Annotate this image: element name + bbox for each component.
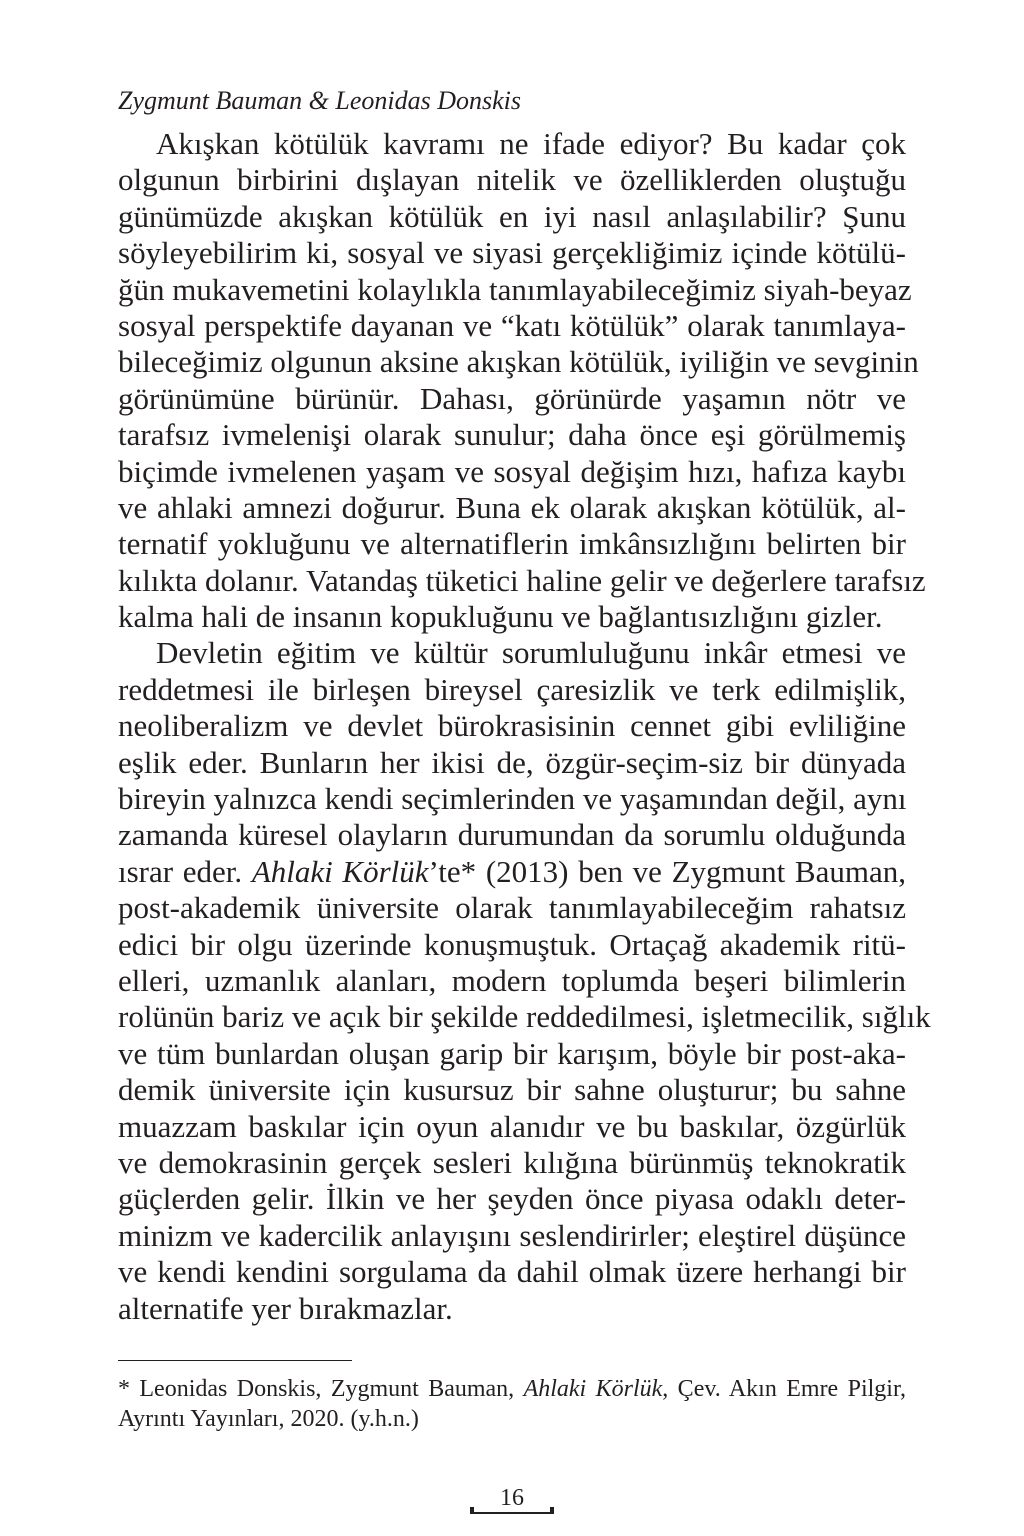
paragraph1-line: biçimde ivmelenen yaşam ve sosyal değişim hızı, hafıza kaybı: [118, 453, 906, 489]
paragraph1-line: ternatif yokluğunu ve alternatiflerin imkânsızlığını belirten bir: [118, 526, 906, 562]
paragraph1-line: tarafsız ivmelenişi olarak sunulur; daha önce eşi görülmemiş: [118, 417, 906, 453]
title-line-prefix: ısrar eder.: [118, 853, 252, 889]
page-number-block: [470, 1486, 554, 1514]
footnote-suffix: , Çev. Akın Emre Pilgir,: [662, 1376, 906, 1402]
paragraph2-line: elleri, uzmanlık alanları, modern toplumda beşeri bilimlerin: [118, 962, 906, 998]
paragraph2-line: muazzam baskılar için oyun alanıdır ve bu baskılar, özgürlük: [118, 1108, 906, 1144]
footnote-book-title: Ahlaki Körlük: [523, 1376, 663, 1402]
page-number-tick-right: [550, 1507, 554, 1514]
footnote-line: [118, 1374, 906, 1404]
page-number-tick-left: [470, 1507, 474, 1514]
paragraph2-title-line: [118, 854, 906, 890]
paragraph1-line: kalma hali de insanın kopukluğunu ve bağlantısızlığını gizler.: [118, 599, 883, 635]
paragraph1-line: bileceğimiz olgunun aksine akışkan kötülük, iyiliğin ve sevginin: [118, 344, 919, 380]
paragraph2-line: Devletin eğitim ve kültür sorumluluğunu inkâr etmesi ve: [156, 635, 906, 671]
paragraph1-line: görünümüne bürünür. Dahası, görünürde yaşamın nötr ve: [118, 380, 906, 416]
title-line-suffix: ’te* (2013) ben ve Zygmunt Bauman,: [428, 853, 906, 889]
paragraph2-line: rolünün bariz ve açık bir şekilde reddedilmesi, işletmecilik, sığlık: [118, 999, 931, 1035]
paragraph2-line: edici bir olgu üzerinde konuşmuştuk. Ortaçağ akademik ritü-: [118, 926, 906, 962]
paragraph2-line: ve tüm bunlardan oluşan garip bir karışım, böyle bir post-aka-: [118, 1035, 906, 1071]
page-number: 16: [500, 1485, 524, 1511]
body-text: [118, 126, 931, 1327]
paragraph2-line: demik üniversite için kusursuz bir sahne oluşturur; bu sahne: [118, 1072, 906, 1108]
paragraph2-line: neoliberalizm ve devlet bürokrasisinin cennet gibi evliliğine: [118, 708, 906, 744]
paragraph1-line: Akışkan kötülük kavramı ne ifade ediyor? Bu kadar çok: [156, 126, 906, 161]
paragraph2-line: alternatife yer bırakmazlar.: [118, 1290, 453, 1326]
page-number-rule: [470, 1512, 554, 1514]
running-head: Zygmunt Bauman & Leonidas Donskis: [118, 86, 521, 115]
paragraph1-line: günümüzde akışkan kötülük en iyi nasıl anlaşılabilir? Şunu: [118, 198, 906, 234]
paragraph2-line: güçlerden gelir. İlkin ve her şeyden önce piyasa odaklı deter-: [118, 1181, 906, 1217]
footnote: [118, 1374, 906, 1434]
footnote-line: Ayrıntı Yayınları, 2020. (y.h.n.): [118, 1406, 419, 1432]
paragraph2-line: reddetmesi ile birleşen bireysel çaresizlik ve terk edilmişlik,: [118, 671, 906, 707]
paragraph1-line: ve ahlaki amnezi doğurur. Buna ek olarak akışkan kötülük, al-: [118, 489, 906, 525]
footnote-prefix: * Leonidas Donskis, Zygmunt Bauman,: [118, 1376, 524, 1402]
paragraph1-line: söyleyebilirim ki, sosyal ve siyasi gerçekliğimiz içinde kötülü-: [118, 235, 906, 271]
paragraph2-line: minizm ve kadercilik anlayışını seslendirirler; eleştirel düşünce: [118, 1217, 906, 1253]
paragraph2-line: ve kendi kendini sorgulama da dahil olmak üzere herhangi bir: [118, 1254, 906, 1290]
paragraph2-line: ve demokrasinin gerçek sesleri kılığına bürünmüş teknokratik: [118, 1144, 906, 1180]
paragraph2-line: bireyin yalnızca kendi seçimlerinden ve yaşamından değil, aynı: [118, 781, 907, 817]
paragraph1-line: kılıkta dolanır. Vatandaş tüketici haline gelir ve değerlere tarafsız: [118, 562, 926, 598]
paragraph2-line: zamanda küresel olayların durumundan da sorumlu olduğunda: [118, 817, 906, 853]
paragraph1-line: ğün mukavemetini kolaylıkla tanımlayabileceğimiz siyah-beyaz: [118, 271, 912, 307]
paragraph2-line: eşlik eder. Bunların her ikisi de, özgür-seçim-siz bir dünyada: [118, 744, 906, 780]
paragraph2-line: post-akademik üniversite olarak tanımlayabileceğim rahatsız: [118, 890, 906, 926]
paragraph1-line: olgunun birbirini dışlayan nitelik ve özelliklerden oluştuğu: [118, 162, 906, 198]
paragraph1-line: sosyal perspektife dayanan ve “katı kötülük” olarak tanımlaya-: [118, 307, 906, 343]
footnote-divider: [118, 1360, 352, 1361]
book-title: Ahlaki Körlük: [251, 853, 429, 889]
